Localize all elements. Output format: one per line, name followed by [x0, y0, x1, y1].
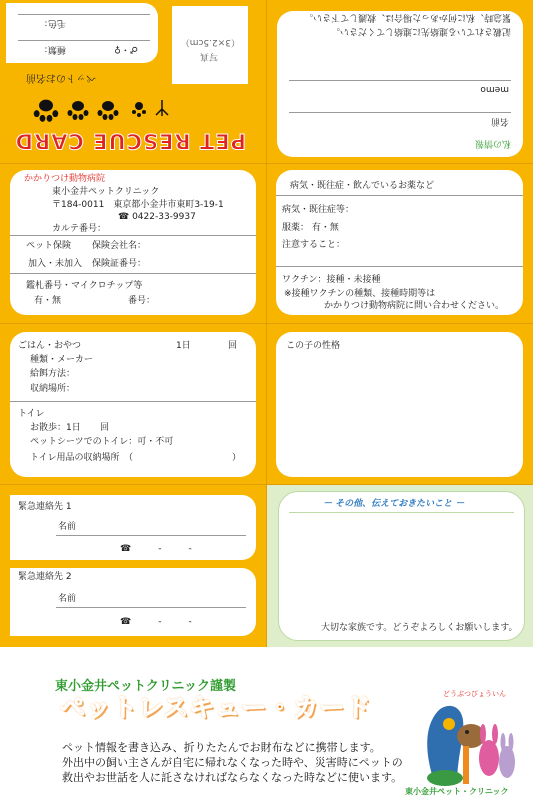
vaccine-label: ワクチン：接種・未接種: [282, 275, 381, 285]
clinic-name: 東小金井ペットクリニック: [52, 187, 160, 197]
sheet-toilet-label: ペットシーツでのトイレ：可・不可: [30, 437, 174, 447]
description-line-2: 外出中の飼い主さんが自宅に帰れなくなった時や、災害時にペットの: [62, 756, 403, 769]
emergency-note-2: 記載されている連絡先に連絡してください。: [330, 26, 511, 36]
species-label: 種類：: [38, 44, 66, 54]
disease-label: 病気・既往症等：: [282, 205, 355, 215]
logo-text: 東小金井ペット・クリニック: [405, 787, 509, 796]
presented-by: 東小金井ペットクリニック謹製: [55, 679, 236, 694]
tag-number-label: 番号：: [128, 296, 156, 306]
personality-heading: この子の性格: [286, 341, 341, 351]
clinic-heading: かかりつけ動物病院: [24, 174, 106, 184]
small-paw-icon: [130, 99, 148, 119]
other-notes-heading: － その他、伝えておきたいこと －: [323, 499, 465, 509]
paw-print-icon: [32, 95, 60, 123]
pet-info-field[interactable]: [6, 3, 158, 63]
clinic-phone: ☎ 0422-33-9937: [118, 212, 196, 222]
section-divider: [10, 235, 256, 236]
field-underline: [56, 607, 246, 608]
photo-label: 写真: [199, 51, 218, 61]
field-underline: [18, 14, 150, 15]
pet-name-label: ペットのお名前: [26, 72, 96, 83]
vaccine-note-1: ※接種ワクチンの種類、接種時期等は: [284, 289, 436, 299]
medical-card: [276, 170, 523, 315]
field-underline: [18, 40, 150, 41]
insurance-label: ペット保険: [26, 241, 72, 251]
walk-label: お散歩：1日: [30, 423, 81, 433]
fold-line-1: [0, 163, 533, 164]
field-underline: [289, 80, 511, 81]
contact-2-name-label: 名前: [58, 594, 77, 604]
contact-1-heading: 緊急連絡先 1: [18, 502, 72, 512]
care-card: [10, 332, 256, 477]
card-title: PET RESCUE CARD: [14, 129, 246, 153]
coat-label: 毛色：: [38, 18, 66, 28]
other-notes-card[interactable]: [278, 491, 525, 641]
toilet-heading: トイレ: [18, 409, 45, 419]
close-paren: ）: [232, 453, 242, 463]
medical-heading: 病気・既往症・飲んでいるお薬など: [290, 181, 435, 191]
paw-print-icon: [96, 97, 120, 121]
banner-title: ペットレスキュー・カード: [60, 693, 372, 722]
insurance-company-label: 保険会社名：: [92, 241, 147, 251]
description-line-1: ペット情報を書き込み、折りたたんでお財布などに携帯します。: [62, 741, 381, 754]
contact-1-name-label: 名前: [58, 522, 77, 532]
medication-label: 服薬： 有・無: [282, 223, 339, 233]
chart-number-label: カルテ番号：: [52, 224, 107, 234]
contact-2-heading: 緊急連絡先 2: [18, 572, 72, 582]
vaccine-note-2: かかりつけ動物病院に問い合わせください。: [324, 301, 505, 311]
clinic-logo: [405, 688, 527, 800]
food-method: 給餌方法：: [30, 369, 76, 379]
closing-message: 大切な家族です。どうぞよろしくお願いします。: [321, 623, 518, 633]
section-divider: [289, 512, 514, 513]
clinic-card: [10, 170, 256, 315]
food-type: 種類・メーカー: [30, 355, 93, 365]
description-line-3: 救出やお世話を人に託さなければならなくなった時などに使います。: [62, 771, 403, 784]
animals-illustration-icon: [405, 696, 527, 786]
logo-arc-text: どうぶつびょういん: [443, 690, 506, 698]
owner-name-label: 名前: [490, 116, 509, 126]
photo-size: （3×2.5cm）: [180, 37, 240, 47]
food-heading: ごはん・おやつ: [18, 341, 82, 351]
insurance-number-label: 保険証番号：: [92, 259, 147, 269]
walk-times: 回: [100, 423, 110, 433]
insurance-status: 加入・未加入: [28, 259, 83, 269]
notes-label: 注意すること：: [282, 240, 346, 250]
section-divider: [276, 266, 523, 267]
toilet-supplies-label: トイレ用品の収納場所 （: [30, 453, 134, 463]
contact-1-phone: ☎ - -: [120, 544, 192, 554]
food-storage: 収納場所：: [30, 384, 76, 394]
other-notes-panel: [267, 485, 533, 647]
food-times: 回: [228, 341, 238, 351]
section-divider: [10, 401, 256, 402]
sex-label: ♂・♀: [114, 44, 138, 54]
contact-2-phone: ☎ - -: [120, 617, 192, 627]
personality-card[interactable]: [276, 332, 523, 477]
section-divider: [10, 273, 256, 274]
memo-label: memo: [480, 84, 509, 94]
cover-panel: [0, 0, 266, 163]
field-underline: [289, 112, 511, 113]
contact-card-2[interactable]: [10, 568, 256, 636]
field-underline: [56, 535, 246, 536]
section-divider: [276, 195, 523, 196]
food-per-day: 1日: [176, 341, 191, 351]
owner-info-label: 私の情報: [474, 138, 511, 148]
bird-foot-icon: [154, 99, 170, 117]
contact-card-1[interactable]: [10, 495, 256, 560]
tag-status: 有・無: [34, 296, 62, 306]
clinic-address: 〒184-0011 東京都小金井市東町3-19-1: [52, 200, 224, 210]
photo-box[interactable]: [172, 6, 248, 84]
paw-print-icon: [66, 97, 90, 121]
tag-label: 鑑札番号・マイクロチップ等: [26, 281, 143, 291]
fold-line-2: [0, 323, 533, 324]
emergency-contacts-panel: [0, 485, 266, 647]
emergency-note-1: 緊急時、私に何かあった場合は、救護して下さい。: [304, 12, 511, 22]
owner-info-panel: [267, 0, 533, 163]
